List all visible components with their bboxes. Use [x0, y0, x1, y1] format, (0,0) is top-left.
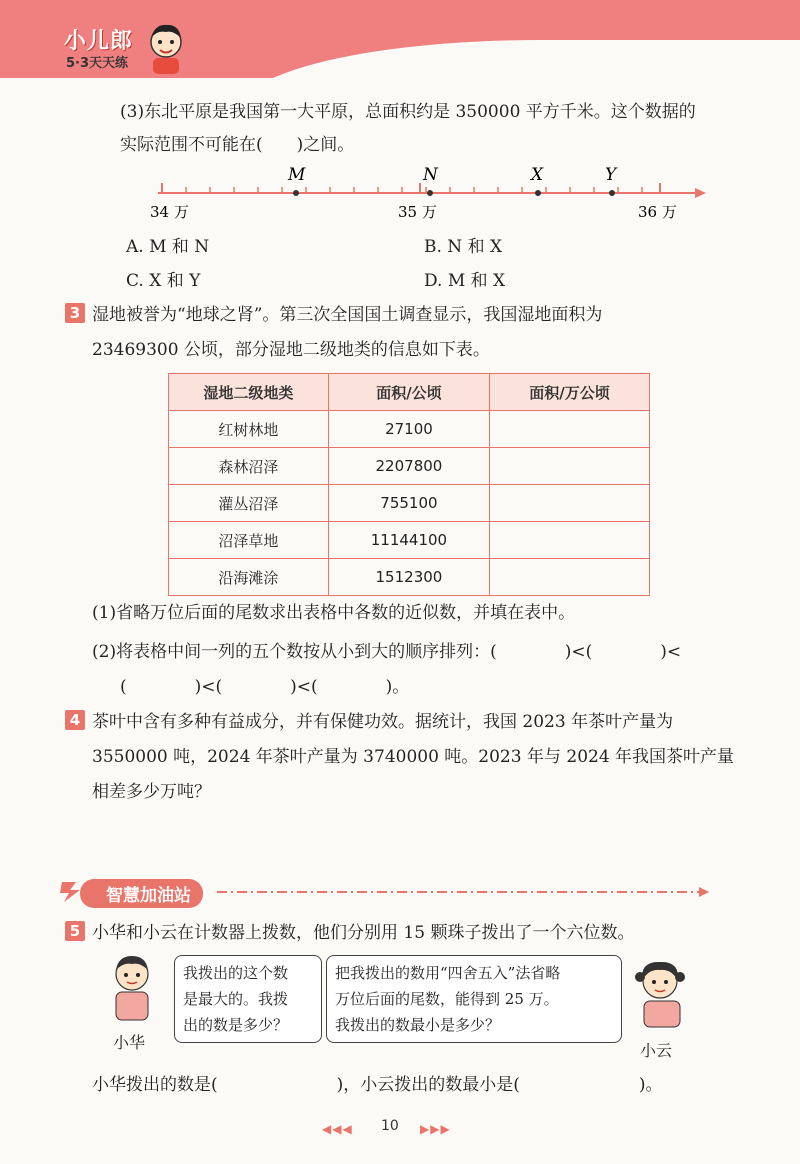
table-row	[169, 485, 650, 522]
table-row	[169, 448, 650, 485]
row-name: 沿海滩涂	[169, 559, 329, 596]
q5-answer-line[interactable]: 小华拨出的数是( )，小云拨出的数最小是( )。	[92, 1075, 663, 1095]
number-line	[150, 160, 710, 226]
table-header-area-wan: 面积/万公顷	[490, 374, 650, 411]
q3-sub1: (1)省略万位后面的尾数求出表格中各数的近似数，并填在表中。	[92, 603, 576, 623]
row-answer-cell[interactable]	[490, 448, 650, 485]
girl-xiaoyun-icon	[628, 955, 692, 1035]
section-title: 智慧加油站	[80, 879, 203, 908]
brand-title: 小儿郎	[64, 29, 134, 54]
row-area: 755100	[328, 485, 489, 522]
row-name: 红树林地	[169, 411, 329, 448]
speech-bubble-xiaohua	[174, 955, 322, 1043]
point-m	[293, 190, 299, 196]
point-n	[427, 190, 433, 196]
row-answer-cell[interactable]	[490, 522, 650, 559]
option-c[interactable]: C. X 和 Y	[126, 271, 201, 291]
brand-subtitle: 5·3天天练	[66, 56, 129, 71]
row-area: 2207800	[328, 448, 489, 485]
bubble-left-line: 是最大的。我拨	[183, 990, 289, 1008]
row-answer-cell[interactable]	[490, 485, 650, 522]
q5-line1: 小华和小云在计数器上拨数，他们分别用 15 颗珠子拨出了一个六位数。	[92, 923, 635, 943]
point-y	[609, 190, 615, 196]
q2-3-line2: 实际范围不可能在( )之间。	[120, 135, 355, 155]
prev-arrows-icon: ◀◀◀	[322, 1122, 353, 1136]
row-area: 11144100	[328, 522, 489, 559]
table-row	[169, 559, 650, 596]
point-x	[535, 190, 541, 196]
bubble-right-line: 把我拨出的数用“四舍五入”法省略	[335, 964, 561, 982]
table-header-area-ha: 面积/公顷	[328, 374, 489, 411]
row-name: 沼泽草地	[169, 522, 329, 559]
label-m: M	[288, 165, 306, 185]
q4-line3: 相差多少万吨？	[92, 782, 211, 802]
question-3-badge: 3	[65, 303, 85, 323]
next-arrows-icon: ▶▶▶	[420, 1122, 451, 1136]
row-answer-cell[interactable]	[490, 411, 650, 448]
q3-sub2-line1[interactable]: (2)将表格中间一列的五个数按从小到大的顺序排列：( )<( )<	[92, 642, 682, 662]
option-a[interactable]: A. M 和 N	[126, 237, 210, 257]
q3-line2: 23469300 公顷，部分湿地二级地类的信息如下表。	[92, 340, 490, 360]
bubble-right-line: 我拨出的数最小是多少？	[335, 1016, 501, 1034]
q2-3-line1: (3)东北平原是我国第一大平原，总面积约是 350000 平方千米。这个数据的	[120, 102, 696, 122]
row-answer-cell[interactable]	[490, 559, 650, 596]
row-area: 27100	[328, 411, 489, 448]
bubble-left-line: 出的数是多少？	[183, 1016, 289, 1034]
table-row	[169, 522, 650, 559]
row-name: 森林沼泽	[169, 448, 329, 485]
tick-36wan: 36 万	[638, 203, 677, 221]
q4-line1: 茶叶中含有多种有益成分，并有保健功效。据统计，我国 2023 年茶叶产量为	[92, 712, 674, 732]
q3-line1: 湿地被誉为“地球之肾”。第三次全国国土调查显示，我国湿地面积为	[92, 305, 603, 325]
option-d[interactable]: D. M 和 X	[424, 271, 506, 291]
row-name: 灌丛沼泽	[169, 485, 329, 522]
question-5-badge: 5	[65, 921, 85, 941]
q3-sub2-line2[interactable]: ( )<( )<( )。	[120, 677, 410, 697]
tick-34wan: 34 万	[150, 203, 189, 221]
wetland-table	[168, 373, 650, 596]
mascot-boy-icon	[143, 20, 189, 76]
label-x: X	[531, 165, 544, 185]
option-b[interactable]: B. N 和 X	[424, 237, 503, 257]
name-xiaoyun: 小云	[640, 1041, 673, 1060]
boy-xiaohua-icon	[104, 950, 160, 1032]
q4-line2: 3550000 吨，2024 年茶叶产量为 3740000 吨。2023 年与 2024 年我国茶叶产量	[92, 747, 735, 767]
bubble-left-line: 我拨出的这个数	[183, 964, 289, 982]
label-n: N	[423, 165, 438, 185]
bubble-right-line: 万位后面的尾数，能得到 25 万。	[335, 990, 559, 1008]
row-area: 1512300	[328, 559, 489, 596]
page-number: 10	[381, 1118, 399, 1134]
name-xiaohua: 小华	[113, 1033, 146, 1052]
table-header-type: 湿地二级地类	[169, 374, 329, 411]
section-divider	[215, 884, 715, 900]
label-y: Y	[605, 165, 617, 185]
speech-bubble-xiaoyun	[326, 955, 622, 1043]
tick-35wan: 35 万	[398, 203, 437, 221]
question-4-badge: 4	[65, 710, 85, 730]
table-row	[169, 411, 650, 448]
